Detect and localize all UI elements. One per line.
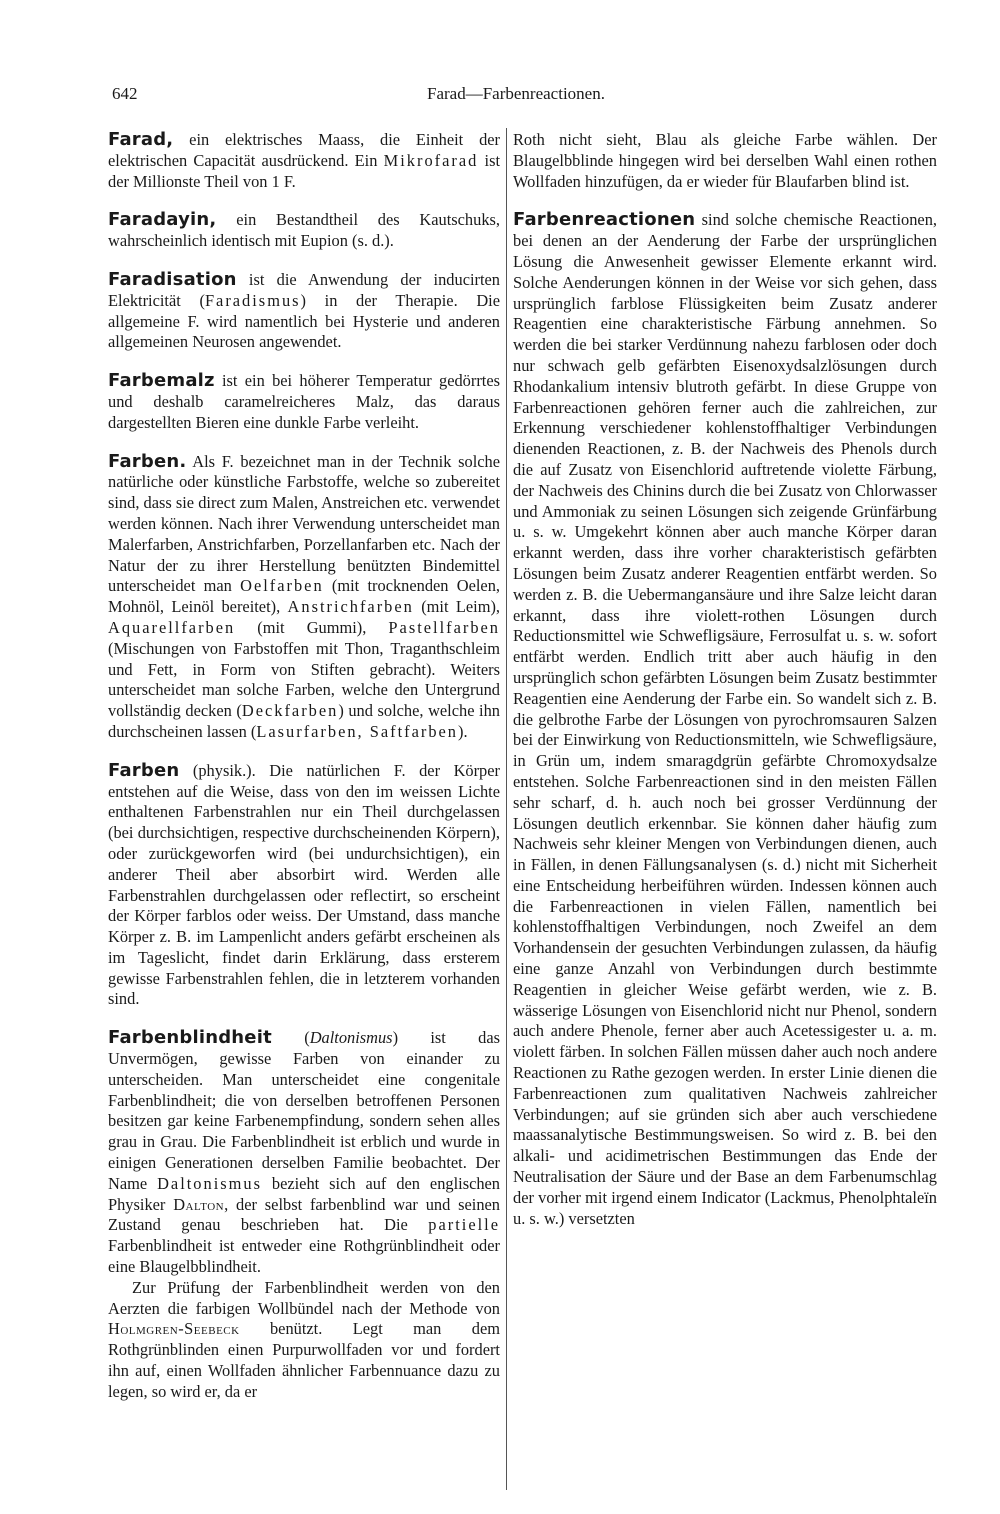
- entry-text: (mit Gummi),: [235, 617, 389, 637]
- entry-body: [108, 130, 500, 192]
- entry-body: [108, 210, 500, 252]
- entry-text: (mit Leim),: [413, 597, 500, 617]
- entry-text: ) und solche, welche ihn durchscheinen lassen (: [108, 701, 500, 741]
- entry-farad: [108, 130, 500, 192]
- qualifier: (physik.).: [179, 760, 256, 780]
- entry-farbenreactionen: [513, 210, 937, 1229]
- entry-text: ) in der Therapie. Die allgemeine F. wird namentlich bei Hysterie und anderen allgemeinen Neurosen angewendet.: [108, 290, 500, 352]
- entry-text: ist das Unvermögen, gewisse Farben von einander zu unterscheiden. Man unterscheidet eine congenitale Farbenblindheit; die von derselben betroffenen Personen besitzen gar keine Farbenempfindung, sondern sehen alles grau in Grau. Die Farbenblindheit ist erblich und wurde in einigen Generationen derselben Familie beobachtet. Der Name: [108, 1028, 500, 1193]
- entry-text: benützt. Legt man dem Rothgrünblinden einen Purpurwollfaden vor und fordert ihn auf, einen Wollfaden ähnlicher Farbennuance dazu zu legen, so wird er, da er: [108, 1319, 500, 1401]
- right-column: [513, 130, 937, 1247]
- person-name: Dalton: [173, 1194, 225, 1214]
- entry-body: Roth nicht sieht, Blau als gleiche Farbe wählen. Der Blaugelbblinde hingegen wird bei derselben Wahl einen rothen Wollfaden hinzufügen, da er wieder für Blaufarben blind ist.: [513, 130, 937, 191]
- headword: Farben.: [108, 450, 187, 472]
- entry-text: , der selbst farbenblind war und seinen Zustand genau beschrieben hat. Die: [108, 1194, 501, 1235]
- spaced-term: Daltonismus: [157, 1173, 262, 1193]
- entry-faradayin: [108, 210, 500, 252]
- headword: Farbemalz: [108, 370, 215, 392]
- spaced-term: partielle: [428, 1215, 500, 1235]
- entry-body: [108, 452, 500, 743]
- spaced-term: Mikrofarad: [383, 150, 479, 170]
- entry-text: ein Bestandtheil des Kautschuks, wahrscheinlich identisch mit Eupion (s. d.).: [108, 210, 500, 251]
- running-header: [112, 84, 920, 114]
- entry-text: ein elektrisches Maass, die Einheit der elektrischen Capacität ausdrückend. Ein: [108, 130, 500, 170]
- spaced-term: Lasurfarben, Saftfarben: [256, 721, 459, 741]
- headword: Faradayin,: [108, 209, 217, 231]
- headword: Faradisation: [108, 268, 237, 290]
- entry-farbenblindheit: [108, 1028, 500, 1402]
- column-divider: [506, 128, 507, 1490]
- spaced-term: Anstrichfarben: [287, 597, 414, 617]
- headword: Farben: [108, 759, 180, 781]
- entry-continuation: [513, 130, 937, 192]
- headword: Farad,: [108, 129, 174, 150]
- entry-text: ist der Millionste Theil von 1 F.: [108, 150, 501, 191]
- entry-body: Farbenblindheit (Daltonismus) ist das Unvermögen, gewisse Farben von einander zu unterscheiden. Man unterscheidet eine congenitale Farbenblindheit; die von derselben betroffenen Personen besitzen gar keine Farbenempfindung, sondern sehen alles grau in Grau. Die Farbenblindheit ist erblich und wurde in einigen Generationen derselben Familie beobachtet. Der Name Daltonismus bezieht sich auf den englischen Physiker Dalton, der selbst farbenblind war und seinen Zustand genau beschrieben hat. Die partielle Farbenblindheit ist entweder eine Rothgrünblindheit oder eine Blaugelbblindheit.: [108, 1027, 501, 1277]
- spaced-term: Aquarellfarben: [108, 617, 236, 637]
- qualifier: Daltonismus: [309, 1028, 393, 1048]
- running-title: Farad—Farbenreactionen.: [427, 84, 605, 103]
- entry-text: ist ein bei höherer Temperatur gedörrtes und deshalb caramelreicheres Malz, das daraus dargestellten Bieren eine dunkle Farbe verleiht.: [108, 371, 500, 432]
- spaced-term: Faradismus: [204, 290, 301, 310]
- entry-body: [513, 210, 937, 1229]
- entry-body: [108, 761, 500, 1011]
- headword: Farbenreactionen: [513, 209, 696, 231]
- entry-text: ist die Anwendung der inducirten Elektricität (: [108, 269, 500, 310]
- person-name: Holmgren-Seebeck: [108, 1319, 240, 1339]
- left-column: [108, 130, 500, 1421]
- entry-text: bezieht sich auf den englischen Physiker: [108, 1173, 501, 1214]
- entry-text: Farbenblindheit ist entweder eine Rothgrünblindheit oder eine Blaugelbblindheit.: [108, 1236, 500, 1277]
- spaced-term: Deckfarben: [241, 701, 339, 721]
- entry-text: (Mischungen von Farbstoffen mit Thon, Traganthschleim und Fett, in Form von Stiften gebracht). Weiters unterscheidet man solche Farben, welche den Untergrund vollständig decken (: [108, 638, 500, 721]
- entry-farbemalz: [108, 371, 500, 433]
- page-number: 642: [112, 84, 138, 103]
- entry-text: Die natürlichen F. der Körper entstehen auf die Weise, dass von den im weissen Lichte enthaltenen Farbenstrahlen nur ein Theil durchgelassen (bei durchsichtigen, respective durchscheinenden Körpern), oder zurückgeworfen wird (bei undurchsichtigen), ein anderer Theil aber absorbirt wird. Werden alle Farbenstrahlen durchgelassen oder reflectirt, so erscheint der Körper farblos oder weiss. Der Umstand, dass manche Körper z. B. im Lampenlicht anders gefärbt erscheinen als im Tageslicht, findet darin Erklärung, dass ersterem gewisse Farbenstrahlen fehlen, die in letzterem vorhanden sind.: [108, 760, 500, 1009]
- entry-text: sind solche chemische Reactionen, bei denen an der Aenderung der Farbe der ursprünglichen Lösung die Anwesenheit gewisser Elemente erkannt wird. Solche Aenderungen können in der Weise vor sich gehen, dass ursprünglich farblose Flüssigkeiten beim Zusatz anderer Reagentien eine charakteristische Färbung annehmen. So werden die bei starker Verdünnung nahezu farblosen oder doch nur schwach gelb gefärbten Eisenoxydsalzlösungen durch Rhodankalium intensiv blutroth gefärbt. In diese Gruppe von Farbenreactionen gehören ferner auch die zahlreichen, zur Erkennung verschiedener kohlenstoffhaltiger Verbindungen dienenden Reactionen, z. B. der Nachweis des Phenols durch die auf Zusatz von Eisenchlorid auftretende violette Färbung, der Nachweis des Chinins durch die bei Zusatz von Chlorwasser und Ammoniak zu seinen Lösungen sich zeigende Grünfärbung u. s. w. Umgekehrt können aber auch manche Körper daran erkannt werden, dass ihre vorher charakteristisch gefärbten Lösungen beim Zusatz anderer Reagentien entfärbt werden. So werden z. B. die Uebermangansäure und ihre Salze leicht daran erkannt, dass ihre violett-rothen Lösungen durch Reductionsmittel wie Schwefligsäure, Ferrosulfat u. s. w. sofort entfärbt werden. Endlich tritt aber auch häufig in den ursprünglich schon gefärbten Lösungen beim Zusatz bestimmter Reagentien eine Aenderung der Farbe ein. So wandelt sich z. B. die gelbrothe Farbe der Lösungen von pyrochromsauren Salzen bei der Einwirkung von Reductionsmitteln, wie Schwefligsäure, in Grün um, indem smaragdgrün gefärbte Chromoxydsalze entstehen. Solche Farbenreactionen sind in den meisten Fällen sehr scharf, d. h. auch noch bei grosser Verdünnung der Lösungen deutlich erkennbar. Sie können daher häufig zum Nachweis sehr kleiner Mengen von Verbindungen dienen, auch in Fällen, in denen Fällungsanalysen (s. d.) nicht mit Sicherheit eine Entscheidung herbeiführen würden. Indessen können auch die Farbenreactionen in vielen Fällen, namentlich bei kohlenstoffhaltigen Verbindungen, noch Zweifel an dem Vorhandensein der gesuchten Verbindungen zulassen, da häufig eine ganze Anzahl von Verbindungen durch bestimmte Reagentien in gleicher Weise gefärbt werden, wie z. B. wässerige Lösungen von Eisenchlorid nicht nur Phenol, sondern auch andere Phenole, ferner aber auch Acetessigester u. a. m. violett färben. In solchen Fällen müssen daher auch noch andere Reactionen zu Rathe gezogen werden. In erster Linie dienen die Farbenreactionen zum qualitativen Nachweis zahlreicher Verbindungen; auf sie gründen sich aber auch verschiedene maassanalytische Bestimmungsweisen. So wird z. B. bei den alkali- und acidimetrischen Bestimmungen das Ende der Neutralisation der Säure und der Base an dem Farbenumschlag der vorher mit irgend einem Indicator (Lackmus, Phenolphtaleïn u. s. w.) versetzten: [513, 210, 937, 1228]
- entry-text: (mit trocknenden Oelen, Mohnöl, Leinöl bereitet),: [108, 576, 500, 617]
- entry-farben-physik: [108, 761, 500, 1011]
- entry-text: Zur Prüfung der Farbenblindheit werden von den Aerzten die farbigen Wollbündel nach der Methode von: [108, 1277, 500, 1318]
- entry-body: [108, 1278, 500, 1403]
- entry-farben: [108, 452, 500, 743]
- spaced-term: Oelfarben: [240, 576, 324, 596]
- entry-body: [108, 371, 500, 433]
- entry-faradisation: [108, 270, 500, 353]
- entry-body: [108, 270, 500, 353]
- entry-text: ).: [458, 721, 468, 741]
- entry-text: Als F. bezeichnet man in der Technik solche natürliche oder künstliche Farbstoffe, welche so zubereitet sind, dass sie direct zum Malen, Anstreichen etc. verwendet werden können. Nach ihrer Verwendung unterscheidet man Malerfarben, Anstrichfarben, Porzellanfarben etc. Nach der Natur der zu ihrer Herstellung benützten Bindemittel unterscheidet man: [108, 451, 500, 596]
- spaced-term: Pastellfarben: [388, 617, 500, 637]
- headword: Farbenblindheit: [108, 1027, 272, 1049]
